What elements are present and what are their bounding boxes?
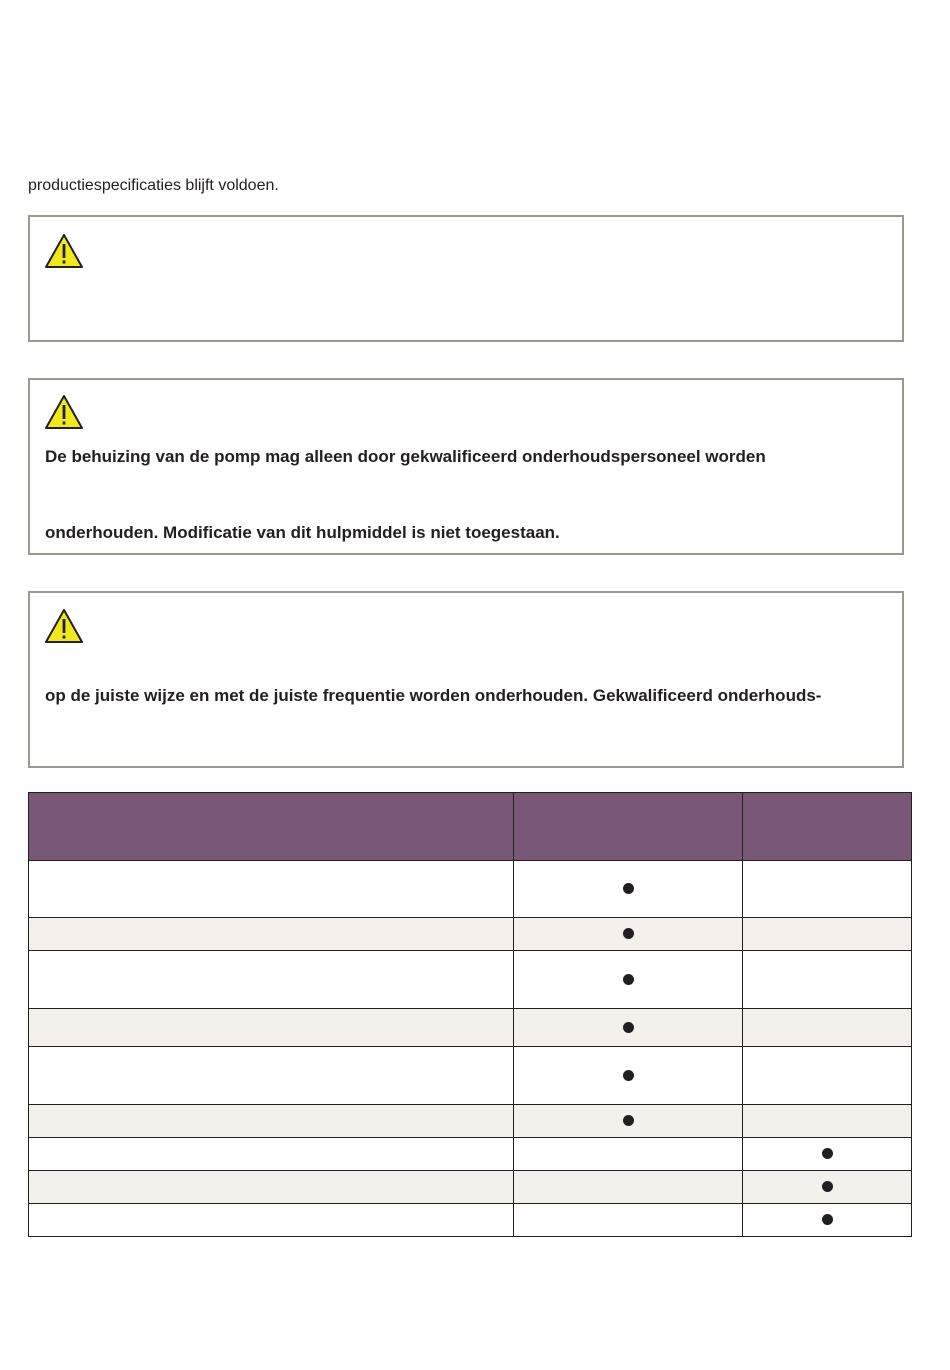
check-dot-icon bbox=[623, 1115, 634, 1126]
header-cell-task bbox=[29, 793, 514, 861]
col-b-cell bbox=[743, 1171, 912, 1204]
table-row bbox=[29, 1009, 912, 1047]
col-a-cell bbox=[514, 1204, 743, 1237]
check-dot-icon bbox=[623, 1022, 634, 1033]
warning-text-line: onderhouden. Modificatie van dit hulpmiddel is niet toegestaan. bbox=[45, 523, 560, 542]
task-cell bbox=[29, 1204, 514, 1237]
col-b-cell bbox=[743, 1009, 912, 1047]
col-a-cell bbox=[514, 861, 743, 918]
warning-text-line: De behuizing van de pomp mag alleen door gekwalificeerd onderhoudspersoneel worden bbox=[45, 447, 766, 466]
check-dot-icon bbox=[623, 1070, 634, 1081]
task-cell bbox=[29, 918, 514, 951]
col-a-cell bbox=[514, 1138, 743, 1171]
check-dot-icon bbox=[822, 1181, 833, 1192]
check-dot-icon bbox=[822, 1148, 833, 1159]
warning-box-1 bbox=[28, 215, 904, 342]
warning-triangle-icon bbox=[44, 608, 84, 644]
task-cell bbox=[29, 1047, 514, 1105]
warning-box-2 bbox=[28, 378, 904, 555]
header-cell-a bbox=[514, 793, 743, 861]
table-row bbox=[29, 1204, 912, 1237]
warning-triangle-icon bbox=[44, 394, 84, 430]
check-dot-icon bbox=[623, 883, 634, 894]
table-row bbox=[29, 918, 912, 951]
col-a-cell bbox=[514, 951, 743, 1009]
task-cell bbox=[29, 1105, 514, 1138]
header-cell-b bbox=[743, 793, 912, 861]
task-cell bbox=[29, 1009, 514, 1047]
check-dot-icon bbox=[822, 1214, 833, 1225]
col-b-cell bbox=[743, 1138, 912, 1171]
task-cell bbox=[29, 951, 514, 1009]
col-a-cell bbox=[514, 918, 743, 951]
col-a-cell bbox=[514, 1171, 743, 1204]
table-row bbox=[29, 1171, 912, 1204]
col-a-cell bbox=[514, 1047, 743, 1105]
warning-text-line: op de juiste wijze en met de juiste frequentie worden onderhouden. Gekwalificeerd onderhouds- bbox=[45, 686, 822, 705]
warning-triangle-icon bbox=[44, 233, 84, 269]
col-b-cell bbox=[743, 1204, 912, 1237]
warning-box-3 bbox=[28, 591, 904, 768]
task-cell bbox=[29, 1171, 514, 1204]
col-b-cell bbox=[743, 1105, 912, 1138]
task-cell bbox=[29, 861, 514, 918]
table-row bbox=[29, 1047, 912, 1105]
col-b-cell bbox=[743, 951, 912, 1009]
table-row bbox=[29, 1105, 912, 1138]
table-header-row bbox=[29, 793, 912, 861]
check-dot-icon bbox=[623, 928, 634, 939]
table-row bbox=[29, 1138, 912, 1171]
col-b-cell bbox=[743, 861, 912, 918]
table-body bbox=[29, 861, 912, 1237]
maintenance-table bbox=[28, 792, 912, 1237]
table-row bbox=[29, 861, 912, 918]
table-row bbox=[29, 951, 912, 1009]
col-b-cell bbox=[743, 918, 912, 951]
col-b-cell bbox=[743, 1047, 912, 1105]
col-a-cell bbox=[514, 1009, 743, 1047]
task-cell bbox=[29, 1138, 514, 1171]
check-dot-icon bbox=[623, 974, 634, 985]
intro-text: productiespecificaties blijft voldoen. bbox=[28, 177, 279, 194]
col-a-cell bbox=[514, 1105, 743, 1138]
